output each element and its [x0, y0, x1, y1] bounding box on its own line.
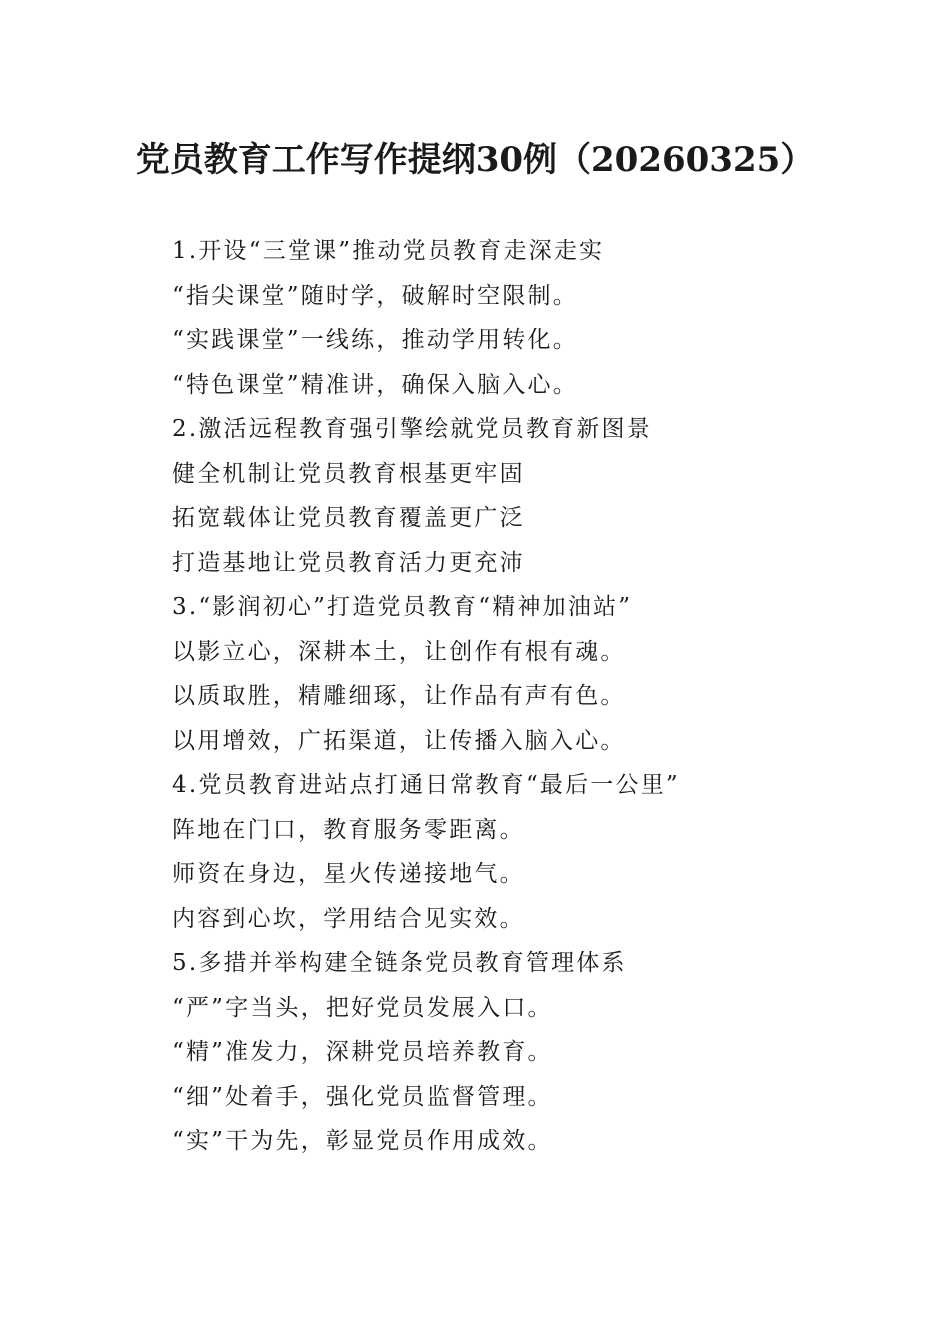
outline-line: 阵地在门口，教育服务零距离。: [172, 816, 525, 843]
outline-line: “严”字当头，把好党员发展入口。: [172, 994, 553, 1021]
outline-line: “实践课堂”一线练，推动学用转化。: [172, 327, 578, 353]
outline-line: 师资在身边，星火传递接地气。: [172, 861, 525, 887]
document-body: [172, 229, 892, 1164]
outline-line: 内容到心坎，学用结合见实效。: [172, 905, 525, 932]
page-title: 党员教育工作写作提纲30例（20260325）: [135, 140, 815, 180]
section-heading-1: 1.开设“三堂课”推动党员教育走深走实: [172, 238, 605, 264]
outline-line: “精”准发力，深耕党员培养教育。: [172, 1039, 553, 1065]
outline-line: “实”干为先，彰显党员作用成效。: [172, 1128, 553, 1154]
outline-line: “细”处着手，强化党员监督管理。: [172, 1083, 553, 1110]
outline-line: 以影立心，深耕本土，让创作有根有魂。: [172, 638, 626, 665]
outline-line: “特色课堂”精准讲，确保入脑入心。: [172, 371, 578, 398]
outline-line: 拓宽载体让党员教育覆盖更广泛: [172, 505, 525, 531]
section-heading-4: 4.党员教育进站点打通日常教育“最后一公里”: [172, 772, 680, 798]
outline-line: 打造基地让党员教育活力更充沛: [172, 549, 525, 576]
section-heading-5: 5.多措并举构建全链条党员教育管理体系: [172, 950, 627, 976]
section-heading-2: 2.激活远程教育强引擎绘就党员教育新图景: [172, 416, 652, 442]
section-heading-3: 3.“影润初心”打造党员教育“精神加油站”: [172, 594, 633, 620]
outline-line: 以用增效，广拓渠道，让传播入脑入心。: [172, 727, 626, 754]
outline-line: 健全机制让党员教育根基更牢固: [172, 460, 525, 487]
outline-line: “指尖课堂”随时学，破解时空限制。: [172, 282, 578, 309]
outline-line: 以质取胜，精雕细琢，让作品有声有色。: [172, 683, 626, 709]
